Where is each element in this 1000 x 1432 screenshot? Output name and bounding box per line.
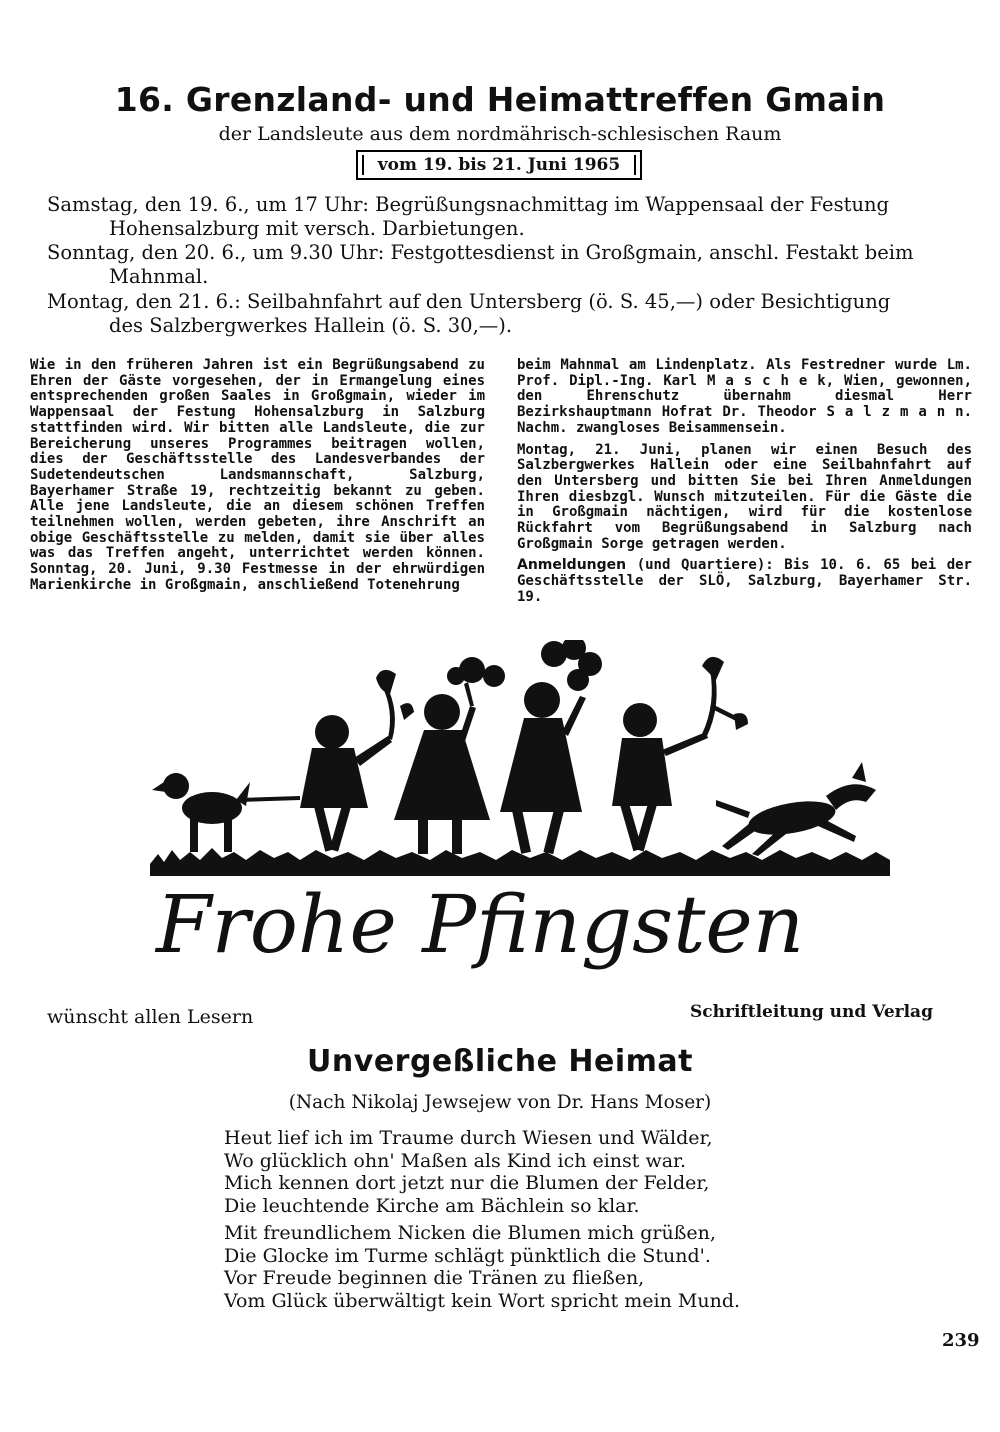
dog-left-icon xyxy=(152,773,300,852)
poem-line: Heut lief ich im Traume durch Wiesen und Wälder, xyxy=(224,1127,713,1149)
schedule-continuation: des Salzbergwerkes Hallein (ö. S. 30,—). xyxy=(109,314,513,337)
schedule-monday xyxy=(47,290,967,338)
pentecost-illustration xyxy=(150,640,890,1000)
schedule-line: Samstag, den 19. 6., um 17 Uhr: Begrüßungsnachmittag im Wappensaal der Festung xyxy=(47,193,890,216)
column-paragraph: beim Mahnmal am Lindenplatz. Als Festredner wurde Lm. Prof. Dipl.-Ing. Karl M a s c h e k, Wien, gewonnen, den Ehrenschutz übernahm diesmal Herr Bezirkshauptmann Hofrat Dr. Theodor S a l z m a n n. Nachm. zwangloses Beisammensein. xyxy=(517,357,972,436)
poem-title: Unvergeßliche Heimat xyxy=(307,1044,693,1079)
wish-right: Schriftleitung und Verlag xyxy=(690,1002,933,1022)
left-column xyxy=(30,358,485,600)
column-paragraph: Montag, 21. Juni, planen wir einen Besuch des Salzbergwerkes Hallein oder eine Seilbahnfahrt auf den Untersberg und bitten Sie bei Ihren Anmeldungen Ihren diesbzgl. Wunsch mitzuteilen. Für die Gäste die in Großgmain nächtigen, wird für die kostenlose Rückfahrt vom Begrüßungsabend in Salzburg nach Großgmain Sorge getragen werden. xyxy=(517,441,972,552)
poem-line: Vor Freude beginnen die Tränen zu fließen, xyxy=(224,1267,645,1289)
column-paragraph: Anmeldungen (und Quartiere): Bis 10. 6. 65 bei der Geschäftsstelle der SLÖ, Salzburg, Bayerhamer Str. 19. xyxy=(517,557,972,605)
poem-line: Die Glocke im Turme schlägt pünktlich die Stund'. xyxy=(224,1244,711,1267)
column-paragraph: Wie in den früheren Jahren ist ein Begrüßungsabend zu Ehren der Gäste vorgesehen, der in Ermangelung eines entsprechenden großen Saales in Großgmain, wieder im Wappensaal der Festung Hohensalzburg in Salzburg stattfinden wird. Wir bitten alle Landsleute, die zur Bereicherung unseres Programmes beitragen wollen, dies der Geschäftsstelle des Landesverbandes der Sudetendeutschen Landsmannschaft, Salzburg, Bayerhamer Straße 19, rechtzeitig bekannt zu geben. Alle jene Landsleute, die an diesem schönen Treffen teilnehmen wollen, werden gebeten, ihre Anschrift an obige Geschäftsstelle zu melden, damit sie über alles was das Treffen angeht, unterrichtet werden können. Sonntag, 20. Juni, 9.30 Festmesse in der ehrwürdigen Marienkirche in Großgmain, anschließend Totenehrung xyxy=(30,357,485,593)
wish-left: wünscht allen Lesern xyxy=(47,1006,254,1028)
dog-right-icon xyxy=(716,762,876,856)
child-4-icon xyxy=(612,657,748,852)
grass-ground xyxy=(150,848,890,876)
article-subtitle: der Landsleute aus dem nordmährisch-schlesischen Raum xyxy=(218,123,782,145)
child-2-icon xyxy=(394,657,505,854)
date-range: vom 19. bis 21. Juni 1965 xyxy=(362,155,636,175)
poem-line: Mit freundlichem Nicken die Blumen mich grüßen, xyxy=(224,1222,716,1244)
schedule-continuation: Hohensalzburg mit versch. Darbietungen. xyxy=(109,217,525,240)
page-number: 239 xyxy=(942,1330,980,1351)
schedule-line: Sonntag, den 20. 6., um 9.30 Uhr: Festgottesdienst in Großgmain, anschl. Festakt beim xyxy=(47,241,914,264)
poem-stanza-2 xyxy=(224,1222,844,1312)
child-3-icon xyxy=(500,640,602,854)
poem-stanza-1 xyxy=(224,1127,844,1217)
poem-subtitle: (Nach Nikolaj Jewsejew von Dr. Hans Moser) xyxy=(288,1092,712,1113)
schedule-line: Montag, den 21. 6.: Seilbahnfahrt auf den Untersberg (ö. S. 45,—) oder Besichtigung xyxy=(47,290,891,313)
right-column xyxy=(517,358,972,612)
date-box xyxy=(356,150,642,180)
poem-line: Vom Glück überwältigt kein Wort spricht mein Mund. xyxy=(224,1289,741,1312)
schedule-continuation: Mahnmal. xyxy=(109,265,209,288)
poem-line: Mich kennen dort jetzt nur die Blumen der Felder, xyxy=(224,1172,710,1194)
child-1-icon xyxy=(300,670,414,852)
article-title: 16. Grenzland- und Heimattreffen Gmain xyxy=(114,80,886,119)
registration-label: Anmeldungen xyxy=(517,557,627,574)
schedule-sunday xyxy=(47,241,967,289)
poem-line: Wo glücklich ohn' Maßen als Kind ich einst war. xyxy=(224,1149,687,1172)
greeting-text: Frohe Pfingsten xyxy=(156,878,805,971)
poem-line: Die leuchtende Kirche am Bächlein so klar. xyxy=(224,1194,640,1217)
schedule-saturday xyxy=(47,193,967,241)
